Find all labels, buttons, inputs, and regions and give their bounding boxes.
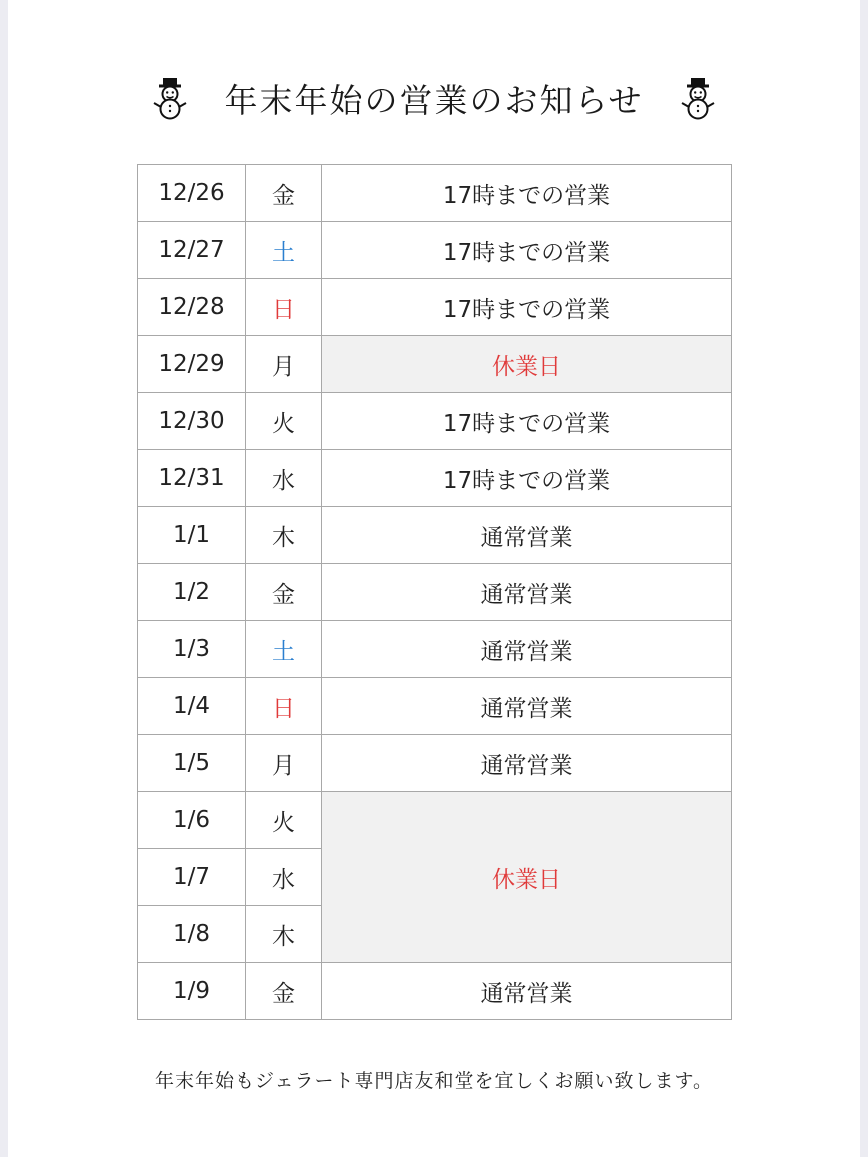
date-cell: 12/28 [138, 279, 246, 336]
weekday-cell: 水 [246, 450, 322, 507]
table-row [138, 621, 732, 678]
date-cell: 1/1 [138, 507, 246, 564]
date-cell: 12/29 [138, 336, 246, 393]
date-cell: 12/26 [138, 165, 246, 222]
date-cell: 1/7 [138, 849, 246, 906]
table-row [138, 792, 732, 849]
snowman-icon [678, 76, 718, 120]
status-cell: 通常営業 [322, 735, 732, 792]
weekday-cell: 木 [246, 507, 322, 564]
weekday-cell: 木 [246, 906, 322, 963]
weekday-cell: 火 [246, 792, 322, 849]
date-cell: 1/6 [138, 792, 246, 849]
date-cell: 1/5 [138, 735, 246, 792]
status-cell: 通常営業 [322, 507, 732, 564]
weekday-cell: 土 [246, 621, 322, 678]
date-cell: 12/31 [138, 450, 246, 507]
table-row [138, 564, 732, 621]
weekday-cell: 金 [246, 165, 322, 222]
table-row [138, 222, 732, 279]
date-cell: 1/9 [138, 963, 246, 1020]
closed-status-cell: 休業日 [322, 792, 732, 963]
title-bar [0, 70, 868, 126]
weekday-cell: 金 [246, 564, 322, 621]
date-cell: 1/4 [138, 678, 246, 735]
table-row [138, 165, 732, 222]
date-cell: 12/27 [138, 222, 246, 279]
footer-message: 年末年始もジェラート専門店友和堂を宜しくお願い致します。 [154, 1070, 714, 1092]
table-row [138, 678, 732, 735]
snowman-icon [150, 76, 190, 120]
status-cell: 通常営業 [322, 678, 732, 735]
date-cell: 1/2 [138, 564, 246, 621]
status-cell: 17時までの営業 [322, 222, 732, 279]
status-cell: 通常営業 [322, 963, 732, 1020]
table-row [138, 336, 732, 393]
weekday-cell: 月 [246, 336, 322, 393]
table-row [138, 450, 732, 507]
status-cell: 17時までの営業 [322, 450, 732, 507]
table-row [138, 963, 732, 1020]
weekday-cell: 金 [246, 963, 322, 1020]
weekday-cell: 月 [246, 735, 322, 792]
weekday-cell: 日 [246, 279, 322, 336]
weekday-cell: 水 [246, 849, 322, 906]
date-cell: 12/30 [138, 393, 246, 450]
status-cell: 17時までの営業 [322, 393, 732, 450]
status-cell: 通常営業 [322, 621, 732, 678]
status-cell: 通常営業 [322, 564, 732, 621]
weekday-cell: 火 [246, 393, 322, 450]
status-cell: 17時までの営業 [322, 279, 732, 336]
schedule-table [137, 164, 732, 1020]
date-cell: 1/8 [138, 906, 246, 963]
weekday-cell: 日 [246, 678, 322, 735]
table-row [138, 735, 732, 792]
closed-status-cell: 休業日 [322, 336, 732, 393]
table-row [138, 279, 732, 336]
page-title: 年末年始の営業のお知らせ [224, 80, 644, 120]
status-cell: 17時までの営業 [322, 165, 732, 222]
table-row [138, 393, 732, 450]
weekday-cell: 土 [246, 222, 322, 279]
date-cell: 1/3 [138, 621, 246, 678]
table-row [138, 507, 732, 564]
